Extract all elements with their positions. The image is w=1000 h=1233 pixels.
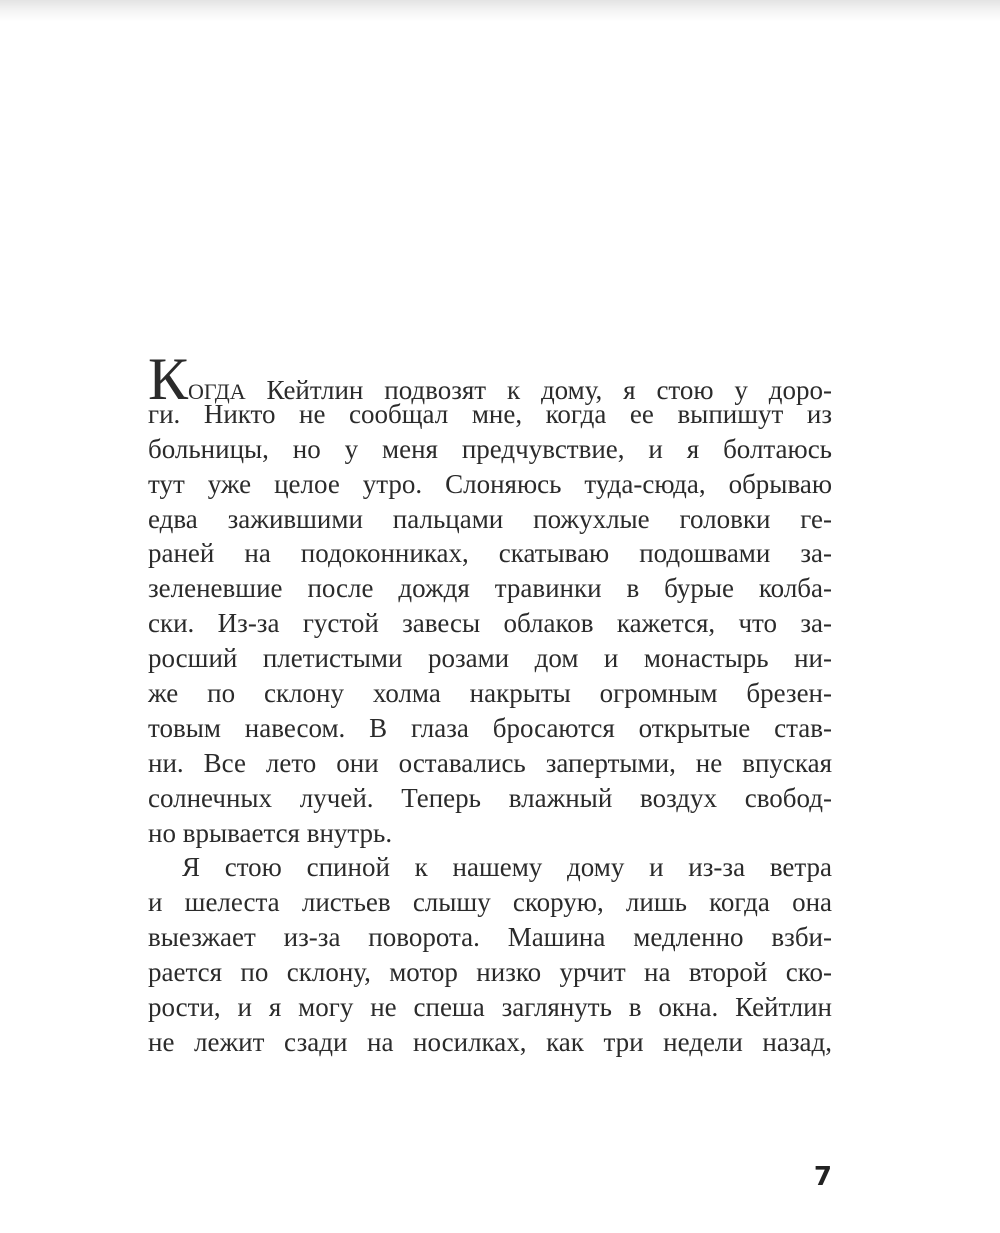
text-line: рается по склону, мотор низко урчит на второй ско- [148,957,832,988]
page-number: 7 [813,1162,832,1192]
scan-top-shadow [0,0,1000,22]
text-line: не лежит сзади на носилках, как три недели назад, [148,1026,832,1057]
text-line: раней на подоконниках, скатываю подошвами за- [148,538,832,569]
text-line: зеленевшие после дождя травинки в бурые колба- [148,573,832,604]
text-line: тут уже целое утро. Слоняюсь туда-сюда, обрываю [148,468,832,499]
text-line: Я стою спиной к нашему дому и из-за ветра [182,852,832,883]
text-line: ги. Никто не сообщал мне, когда ее выпишут из [148,398,832,429]
opening-small-caps: ОГДА [188,379,246,404]
text-line: больницы, но у меня предчувствие, и я болтаюсь [148,433,832,464]
drop-cap: К [148,346,189,412]
line-text: Кейтлин подвозят к дому, я стою у доро- [245,375,832,405]
text-line: же по склону холма накрыты огромным брезен- [148,678,832,709]
text-line [148,346,832,412]
text-line: едва зажившими пальцами пожухлые головки ге- [148,503,832,534]
text-line: солнечных лучей. Теперь влажный воздух свобод- [148,782,832,813]
text-line: ски. Из-за густой завесы облаков кажется, что за- [148,608,832,639]
text-line: рости, и я могу не спеша заглянуть в окна. Кейтлин [148,992,832,1023]
text-line: росший плетистыми розами дом и монастырь ни- [148,643,832,674]
text-line: но врывается внутрь. [148,817,393,848]
text-line: выезжает из-за поворота. Машина медленно взби- [148,922,832,953]
text-line: и шелеста листьев слышу скорую, лишь когда она [148,887,832,918]
text-line: ни. Все лето они оставались запертыми, не впуская [148,747,832,778]
page-body [148,346,832,1060]
text-line: товым навесом. В глаза бросаются открытые став- [148,712,832,743]
